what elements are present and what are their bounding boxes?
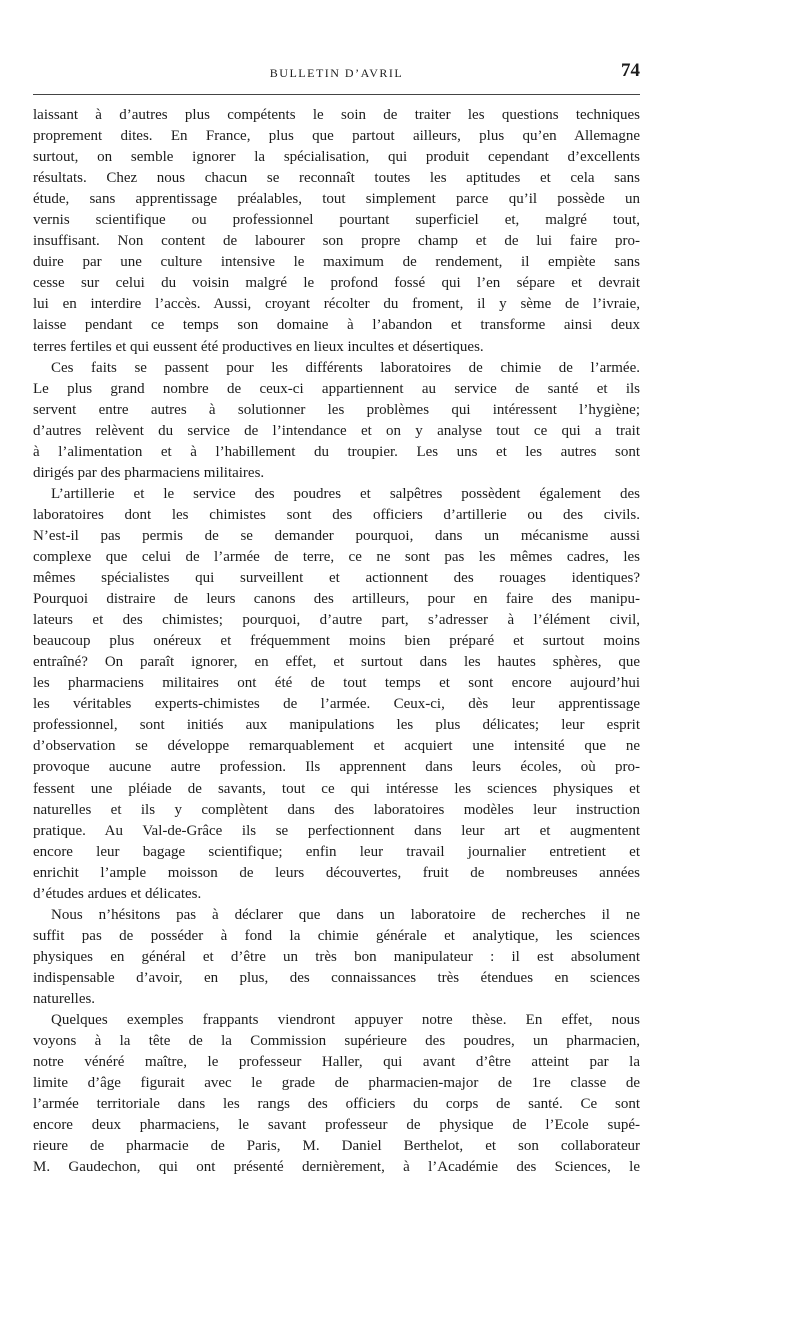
running-title: BULLETIN D’AVRIL [269,66,404,80]
text-line: lui en interdire l’accès. Aussi, croyant récolter du froment, il y sème de l’ivraie, [33,296,640,313]
text-line: Ces faits se passent pour les différents laboratoires de chimie de l’armée. [51,359,640,376]
text-line: N’est-il pas permis de se demander pourquoi, dans un mécanisme aussi [33,527,640,544]
text-line: fessent une pléiade de savants, tout ce qui intéresse les sciences physiques et [33,780,640,797]
text-line: L’artillerie et le service des poudres et salpêtres possèdent également des [51,485,640,502]
text-line: physiques en général et d’être un très bon manipulateur : il est absolument [33,948,640,965]
text-line: limite d’âge figurait avec le grade de pharmacien-major de 1re classe de [33,1075,640,1092]
text-line: les véritables experts-chimistes de l’armée. Ceux-ci, dès leur apprentissage [33,696,640,713]
text-line: Quelques exemples frappants viendront appuyer notre thèse. En effet, nous [51,1012,640,1029]
text-line: laisse pendant ce temps son domaine à l’abandon et transforme ainsi deux [33,317,640,334]
text-line: insuffisant. Non content de labourer son propre champ et de lui faire pro- [33,233,640,250]
text-line: beaucoup plus onéreux et fréquemment moins bien préparé et surtout moins [33,633,640,650]
text-line: encore leur bagage scientifique; enfin leur travail journalier entretient et [33,843,640,860]
text-line: d’études ardues et délicates. [33,885,202,902]
header-rule [33,94,640,95]
text-line: d’autres relèvent du service de l’intendance et on y analyse tout ce qui a trait [33,422,640,439]
text-line: servent entre autres à solutionner les problèmes qui intéressent l’hygiène; [33,401,640,418]
page-number: 74 [621,60,640,81]
page-header [33,62,640,84]
text-line: Pourquoi distraire de leurs canons des artilleurs, pour en faire des manipu- [33,591,640,608]
text-line: notre vénéré maître, le professeur Haller, qui avant d’être atteint par la [33,1054,640,1071]
text-line: Le plus grand nombre de ceux-ci appartiennent au service de santé et ils [33,380,640,397]
text-line: laboratoires dont les chimistes sont des officiers d’artillerie ou des civils. [33,506,640,523]
text-line: pratique. Au Val-de-Grâce ils se perfectionnent dans leur art et augmentent [33,822,640,839]
text-line: naturelles et ils y complètent dans des laboratoires modèles leur instruction [33,801,640,818]
text-line: cesse sur celui du voisin malgré le profond fossé qui l’en sépare et devrait [33,275,640,292]
text-line: professionnel, sont initiés aux manipulations les plus délicates; leur esprit [33,717,640,734]
text-line: laissant à d’autres plus compétents le soin de traiter les questions techniques [33,107,640,123]
text-line: terres fertiles et qui eussent été productives en lieux incultes et désertiques. [33,338,484,355]
text-line: rieure de pharmacie de Paris, M. Daniel Berthelot, et son collaborateur [33,1138,640,1155]
text-line: surtout, on semble ignorer la spécialisation, qui produit cependant d’excellents [33,149,640,166]
text-line: enrichit l’ample moisson de leurs découvertes, fruit de nombreuses années [33,864,640,881]
text-line: provoque aucune autre profession. Ils apprennent dans leurs écoles, où pro- [33,759,640,776]
text-line: complexe que celui de l’armée de terre, ce ne sont pas les mêmes cadres, les [33,548,640,565]
text-line: les pharmaciens militaires ont été de tout temps et sont encore aujourd’hui [33,675,640,692]
text-line: suffit pas de posséder à fond la chimie générale et analytique, les sciences [33,927,640,944]
text-line: l’armée territoriale dans les rangs des officiers du corps de santé. Ce sont [33,1096,640,1113]
body-text [33,105,640,1178]
text-line: voyons à la tête de la Commission supérieure des poudres, un pharmacien, [33,1033,640,1050]
text-line: indispensable d’avoir, en plus, des connaissances très étendues en sciences [33,969,640,986]
text-line: à l’alimentation et à l’habillement du troupier. Les uns et les autres sont [33,443,640,460]
text-line: Nous n’hésitons pas à déclarer que dans un laboratoire de recherches il ne [51,906,640,923]
text-line: résultats. Chez nous chacun se reconnaît toutes les aptitudes et cela sans [33,170,640,187]
text-line: dirigés par des pharmaciens militaires. [33,464,265,481]
text-line: naturelles. [33,990,96,1007]
text-line: entraîné? On paraît ignorer, en effet, et surtout dans les hautes sphères, que [33,654,640,671]
text-line: mêmes spécialistes qui surveillent et actionnent des rouages identiques? [33,570,640,587]
text-line: encore deux pharmaciens, le savant professeur de physique de l’Ecole supé- [33,1117,640,1134]
text-line: étude, sans apprentissage préalables, tout simplement parce qu’il possède un [33,191,640,208]
text-line: vernis scientifique ou professionnel pourtant superficiel et, malgré tout, [33,212,640,229]
text-line: d’observation se développe remarquablement et acquiert une intensité que ne [33,738,640,755]
text-line: lateurs et des chimistes; pourquoi, d’autre part, s’adresser à l’élément civil, [33,612,640,629]
text-line: duire par une culture intensive le maximum de rendement, il empiète sans [33,254,640,271]
text-line: M. Gaudechon, qui ont présenté dernièrement, à l’Académie des Sciences, le [33,1159,640,1176]
text-line: proprement dites. En France, plus que partout ailleurs, plus qu’en Allemagne [33,128,640,145]
